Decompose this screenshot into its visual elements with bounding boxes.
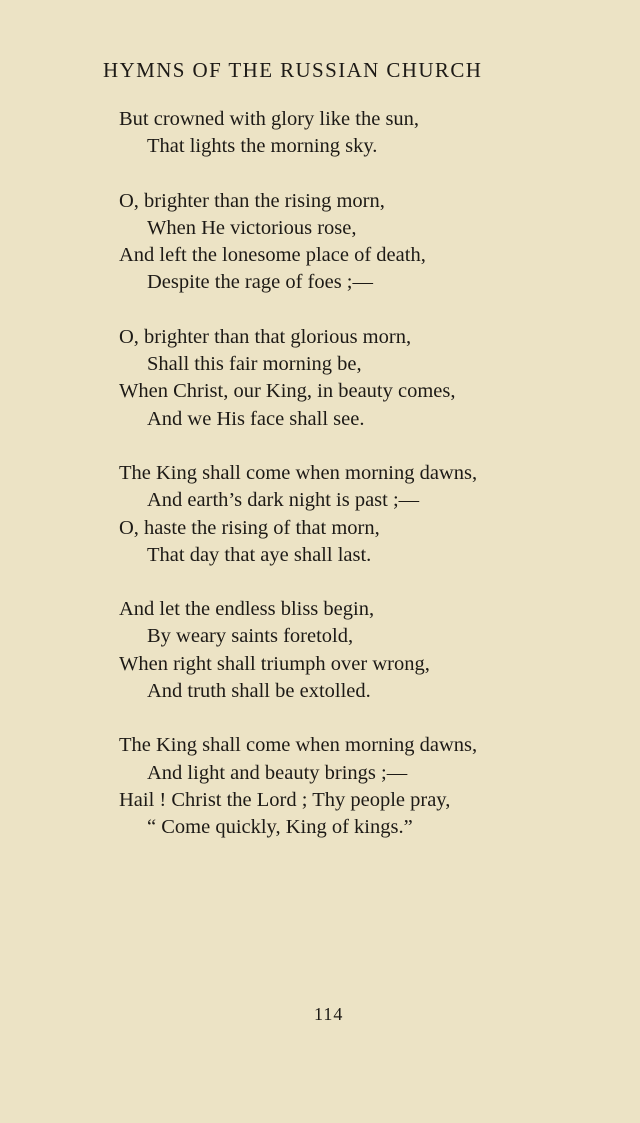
verse-line: When He victorious rose, xyxy=(147,216,357,239)
verse-line: By weary saints foretold, xyxy=(147,625,354,648)
verse-line: And let the endless bliss begin, xyxy=(119,598,375,621)
verse-line: And light and beauty brings ;— xyxy=(147,761,408,784)
stanza xyxy=(119,106,599,161)
verse-line: Despite the rage of foes ;— xyxy=(147,271,373,294)
verse-line: And truth shall be extolled. xyxy=(147,680,371,703)
stanza xyxy=(119,732,599,841)
verse-line: The King shall come when morning dawns, xyxy=(119,461,478,484)
verse-line: Shall this fair morning be, xyxy=(147,353,362,376)
hymn-text xyxy=(119,106,599,869)
stanza xyxy=(119,460,599,569)
stanza xyxy=(119,188,599,297)
page-number: 114 xyxy=(314,1004,344,1024)
verse-line: And left the lonesome place of death, xyxy=(119,244,426,267)
verse-line: And we His face shall see. xyxy=(147,407,365,430)
verse-line: When Christ, our King, in beauty comes, xyxy=(119,380,456,403)
verse-line: Hail ! Christ the Lord ; Thy people pray, xyxy=(119,788,451,811)
stanza xyxy=(119,596,599,705)
verse-line: When right shall triumph over wrong, xyxy=(119,652,430,675)
verse-line: O, brighter than the rising morn, xyxy=(119,189,385,212)
verse-line: That day that aye shall last. xyxy=(147,543,372,566)
verse-line: “ Come quickly, King of kings.” xyxy=(147,816,413,839)
verse-line: But crowned with glory like the sun, xyxy=(119,108,420,130)
verse-line: And earth’s dark night is past ;— xyxy=(147,489,420,512)
verse-line: O, haste the rising of that morn, xyxy=(119,516,380,539)
running-title: HYMNS OF THE RUSSIAN CHURCH xyxy=(103,58,483,82)
verse-line: O, brighter than that glorious morn, xyxy=(119,325,412,348)
stanza xyxy=(119,324,599,433)
verse-line: The King shall come when morning dawns, xyxy=(119,734,478,757)
verse-line: That lights the morning sky. xyxy=(147,135,378,158)
